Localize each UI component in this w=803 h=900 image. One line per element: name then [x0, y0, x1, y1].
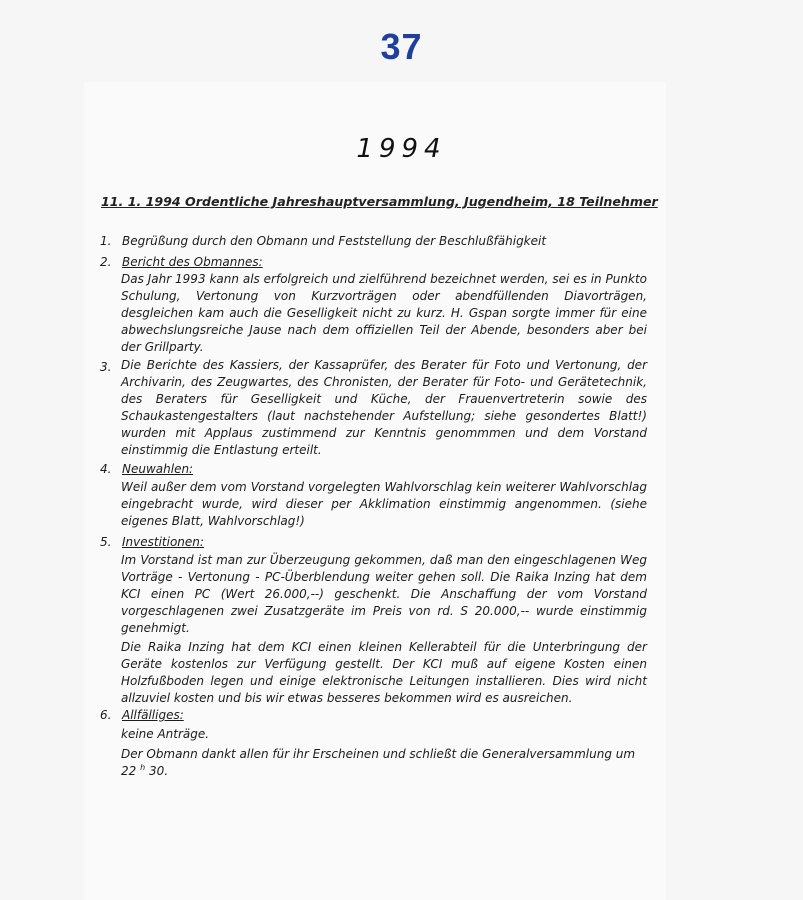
closing-time: [121, 763, 647, 780]
meeting-heading: 11. 1. 1994 Ordentliche Jahreshauptversammlung, Jugendheim, 18 Teilnehmer: [101, 194, 658, 209]
item-6-paragraph-1: keine Anträge.: [121, 727, 210, 741]
closing-minutes: 30.: [149, 764, 169, 778]
year-title: 1994: [356, 134, 447, 164]
closing-hour-sup: h: [140, 763, 146, 772]
item-title: Begrüßung durch den Obmann und Feststellung der Beschlußfähigkeit: [122, 234, 547, 248]
page-number: 37: [380, 26, 423, 67]
item-title: Investitionen:: [122, 535, 204, 549]
item-number: 6.: [100, 708, 112, 722]
item-2-paragraph: Das Jahr 1993 kann als erfolgreich und zielführend bezeichnet werden, sei es in Punkto Schulung, Vertonung von Kurzvorträgen oder abendfüllenden Diavorträgen, desgleichen kam auch die Geselligkeit nicht zu kurz. H. Gspan sorgte immer für eine abwechslungsreiche Jause nach dem offiziellen Teil der Abende, besonders aber bei der Grillparty.: [121, 272, 647, 354]
item-number: 4.: [100, 462, 112, 476]
item-6-paragraph-2: Der Obmann dankt allen für ihr Erscheinen und schließt die Generalversammlung um: [121, 747, 636, 761]
item-number: 2.: [100, 255, 112, 269]
closing-hour: 22: [121, 764, 137, 778]
item-number: 1.: [100, 234, 112, 248]
item-5-paragraph-2: Die Raika Inzing hat dem KCI einen kleinen Kellerabteil für die Unterbringung der Geräte kostenlos zur Verfügung gestellt. Der KCI muß auf eigene Kosten einen Holzfußboden legen und einige elektronische Leitungen installieren. Dies wird nicht allzuviel kosten und bis wir etwas besseres bekommen wird es ausreichen.: [121, 640, 647, 705]
item-title: Allfälliges:: [122, 708, 184, 722]
item-number: 3.: [100, 360, 112, 374]
item-3-paragraph: Die Berichte des Kassiers, der Kassaprüfer, des Berater für Foto und Vertonung, der Archivarin, des Zeugwartes, des Chronisten, der Berater für Foto- und Gerätetechnik, des Beraters für Geselligkeit und Küche, der Frauenvertreterin sowie des Schaukastengestalters (laut nachstehender Aufstellung; siehe gesondertes Blatt!) wurden mit Applaus zustimmend zur Kenntnis genommmen und dem Vorstand einstimmig die Entlastung erteilt.: [121, 358, 647, 457]
item-5-paragraph-1: Im Vorstand ist man zur Überzeugung gekommen, daß man den eingeschlagenen Weg Vorträge - Vertonung - PC-Überblendung weiter gehen soll. Die Raika Inzing hat dem KCI einen PC (Wert 26.000,--) geschenkt. Die Anschaffung der vom Vorstand vorgeschlagenen zwei Zusatzgeräte im Preis von rd. S 20.000,-- wurde einstimmig genehmigt.: [121, 553, 647, 635]
item-title: Neuwahlen:: [122, 462, 194, 476]
item-4-paragraph: Weil außer dem vom Vorstand vorgelegten Wahlvorschlag kein weiterer Wahlvorschlag eingebracht wurde, wird dieser per Akklimation einstimmig angenommen. (siehe eigenes Blatt, Wahlvorschlag!): [121, 480, 647, 528]
item-title: Bericht des Obmannes:: [122, 255, 263, 269]
item-number: 5.: [100, 535, 112, 549]
